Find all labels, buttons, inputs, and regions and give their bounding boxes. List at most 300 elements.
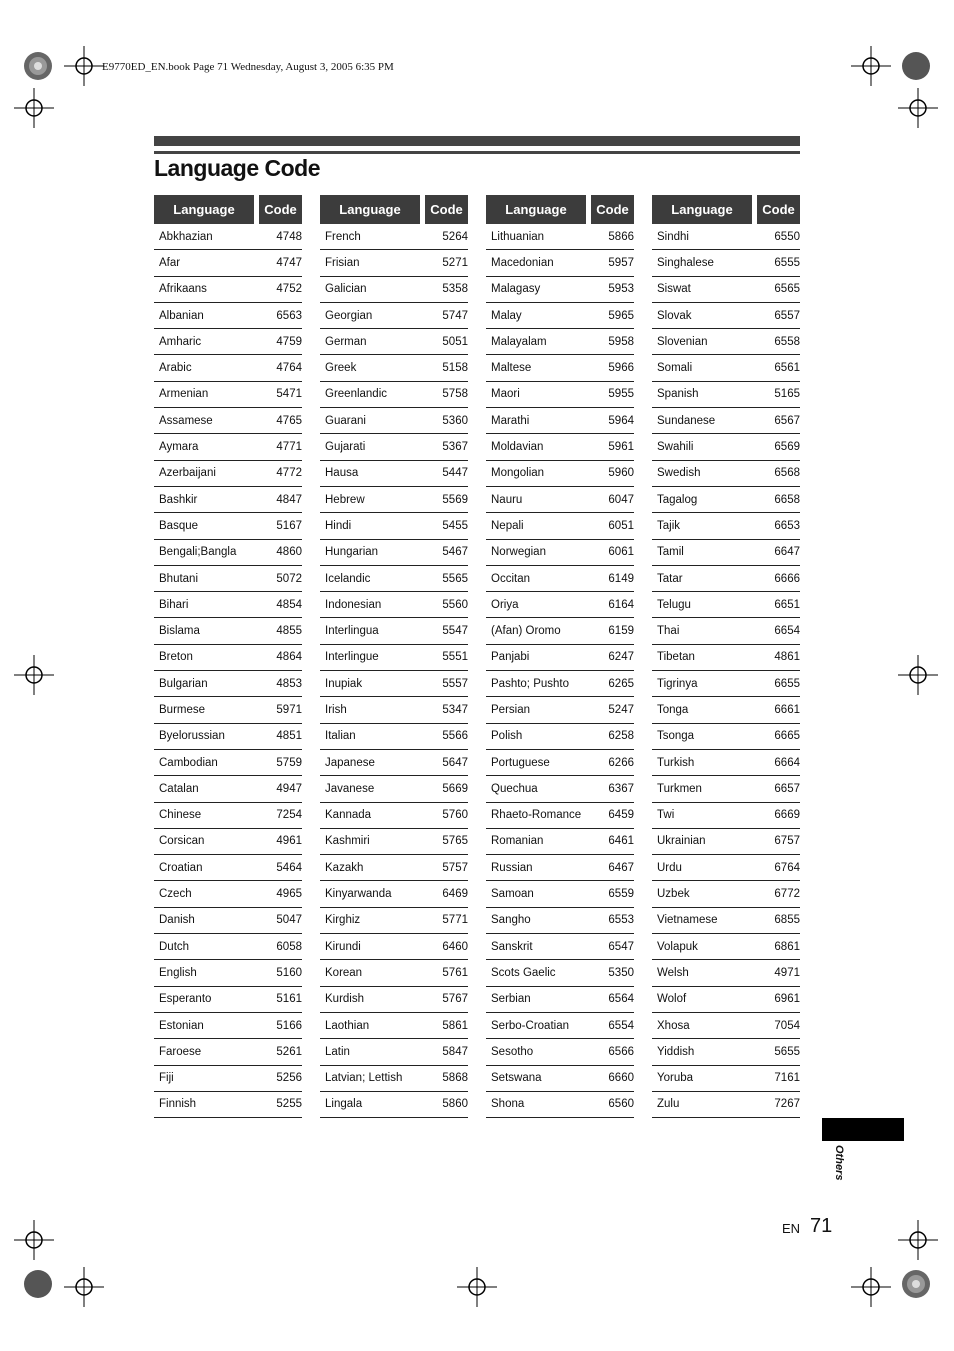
language-code: 7054: [774, 1019, 800, 1032]
language-code: 7161: [774, 1072, 800, 1085]
language-name: Danish: [159, 914, 195, 927]
language-code: 6266: [608, 756, 634, 769]
table-row: [154, 1066, 302, 1092]
language-code: 5358: [442, 283, 468, 296]
language-code: 5760: [442, 809, 468, 822]
table-row: [652, 803, 800, 829]
table-row: [154, 566, 302, 592]
table-row: [486, 934, 634, 960]
language-code: 5965: [608, 309, 634, 322]
table-row: [154, 829, 302, 855]
language-name: Irish: [325, 703, 347, 716]
crosshair-icon: [14, 88, 54, 128]
language-name: Hungarian: [325, 546, 379, 559]
table-row: [154, 960, 302, 986]
language-code: 6547: [608, 940, 634, 953]
table-row: [154, 224, 302, 250]
language-code: 5158: [442, 362, 468, 375]
table-header: [320, 195, 468, 224]
table-row: [486, 513, 634, 539]
language-code: 6247: [608, 651, 634, 664]
table-row: [320, 277, 468, 303]
table-row: [486, 829, 634, 855]
section-tab: [822, 1118, 904, 1141]
language-name: Armenian: [159, 388, 209, 401]
table-row: [320, 697, 468, 723]
language-code: 5866: [608, 230, 634, 243]
language-name: Rhaeto-Romance: [491, 809, 582, 822]
table-row: [320, 908, 468, 934]
language-name: Malayalam: [491, 335, 547, 348]
table-row: [486, 1092, 634, 1118]
table-row: [154, 908, 302, 934]
language-code: 5367: [442, 441, 468, 454]
language-code: 4771: [276, 441, 302, 454]
language-code: 5958: [608, 335, 634, 348]
language-name: Zulu: [657, 1098, 680, 1111]
language-name: Catalan: [159, 782, 199, 795]
language-code: 6164: [608, 598, 634, 611]
language-name: Yiddish: [657, 1045, 695, 1058]
language-name: Tamil: [657, 546, 684, 559]
language-code: 6469: [442, 888, 468, 901]
table-row: [486, 908, 634, 934]
language-name: Somali: [657, 362, 693, 375]
language-name: Kirghiz: [325, 914, 361, 927]
table-row: [154, 855, 302, 881]
language-name: Interlingue: [325, 651, 379, 664]
header-code: Code: [259, 195, 302, 224]
language-code: 5961: [608, 441, 634, 454]
language-code: 5166: [276, 1019, 302, 1032]
table-row: [320, 250, 468, 276]
table-row: [154, 618, 302, 644]
table-row: [320, 513, 468, 539]
table-row: [154, 881, 302, 907]
language-code: 5953: [608, 283, 634, 296]
language-table-3: [486, 195, 634, 1118]
table-header: [486, 195, 634, 224]
table-header: [652, 195, 800, 224]
language-name: Slovenian: [657, 335, 708, 348]
language-name: Siswat: [657, 283, 691, 296]
language-code: 6554: [608, 1019, 634, 1032]
table-row: [320, 1066, 468, 1092]
table-row: [154, 803, 302, 829]
table-row: [320, 671, 468, 697]
table-row: [320, 934, 468, 960]
table-row: [652, 960, 800, 986]
language-code: 5647: [442, 756, 468, 769]
language-code: 5847: [442, 1045, 468, 1058]
language-code: 4752: [276, 283, 302, 296]
registration-starburst-icon: [20, 48, 56, 84]
table-row: [486, 303, 634, 329]
language-code: 4853: [276, 677, 302, 690]
table-row: [320, 645, 468, 671]
language-name: Bihari: [159, 598, 189, 611]
table-row: [154, 1039, 302, 1065]
language-code: 5360: [442, 414, 468, 427]
language-code: 5868: [442, 1072, 468, 1085]
table-row: [652, 645, 800, 671]
table-row: [652, 461, 800, 487]
language-code: 6661: [774, 703, 800, 716]
language-name: Sesotho: [491, 1045, 534, 1058]
table-row: [486, 1039, 634, 1065]
language-code: 5161: [276, 993, 302, 1006]
language-name: Cambodian: [159, 756, 218, 769]
language-code: 6669: [774, 809, 800, 822]
language-name: Indonesian: [325, 598, 382, 611]
language-code: 5455: [442, 519, 468, 532]
table-row: [486, 566, 634, 592]
language-name: Icelandic: [325, 572, 371, 585]
language-name: Bulgarian: [159, 677, 208, 690]
language-name: Oriya: [491, 598, 519, 611]
crosshair-icon: [898, 655, 938, 695]
language-name: Welsh: [657, 966, 689, 979]
language-code: 5860: [442, 1098, 468, 1111]
language-code: 6467: [608, 861, 634, 874]
language-code: 6459: [608, 809, 634, 822]
crosshair-icon: [898, 88, 938, 128]
table-row: [154, 513, 302, 539]
language-code: 6651: [774, 598, 800, 611]
language-table-4: [652, 195, 800, 1118]
language-name: Arabic: [159, 362, 192, 375]
language-name: Afrikaans: [159, 283, 207, 296]
header-language: Language: [320, 195, 420, 224]
table-row: [486, 618, 634, 644]
crosshair-icon: [851, 1267, 891, 1307]
table-row: [154, 1092, 302, 1118]
language-name: Hindi: [325, 519, 352, 532]
table-row: [320, 960, 468, 986]
language-name: Lingala: [325, 1098, 363, 1111]
table-row: [652, 1092, 800, 1118]
table-row: [154, 382, 302, 408]
table-row: [486, 329, 634, 355]
crosshair-icon: [14, 655, 54, 695]
language-name: Sanskrit: [491, 940, 533, 953]
language-code: 5761: [442, 966, 468, 979]
section-label: Others: [833, 1145, 845, 1181]
crosshair-icon: [64, 1267, 104, 1307]
table-row: [486, 1066, 634, 1092]
language-name: Nauru: [491, 493, 523, 506]
language-code: 6861: [774, 940, 800, 953]
language-code: 6647: [774, 546, 800, 559]
language-name: Breton: [159, 651, 193, 664]
table-header: [154, 195, 302, 224]
language-name: Byelorussian: [159, 730, 225, 743]
language-code: 4965: [276, 888, 302, 901]
language-code: 5167: [276, 519, 302, 532]
table-row: [154, 434, 302, 460]
table-row: [486, 592, 634, 618]
language-name: Malagasy: [491, 283, 541, 296]
language-name: Quechua: [491, 782, 538, 795]
table-row: [652, 487, 800, 513]
language-name: Romanian: [491, 835, 544, 848]
language-code: 5072: [276, 572, 302, 585]
language-name: Shona: [491, 1098, 525, 1111]
language-name: Laothian: [325, 1019, 370, 1032]
title-rule-thin: [154, 151, 800, 154]
header-code: Code: [757, 195, 800, 224]
title-rule-thick: [154, 136, 800, 146]
language-name: Burmese: [159, 703, 206, 716]
table-row: [486, 645, 634, 671]
language-code: 4864: [276, 651, 302, 664]
table-row: [320, 750, 468, 776]
language-name: Thai: [657, 625, 680, 638]
language-code: 5565: [442, 572, 468, 585]
language-name: English: [159, 966, 197, 979]
language-code: 5747: [442, 309, 468, 322]
table-row: [154, 697, 302, 723]
table-row: [320, 1013, 468, 1039]
header-code: Code: [591, 195, 634, 224]
language-code: 4947: [276, 782, 302, 795]
language-code: 5758: [442, 388, 468, 401]
language-code: 5256: [276, 1072, 302, 1085]
language-name: Lithuanian: [491, 230, 545, 243]
language-name: Faroese: [159, 1045, 202, 1058]
table-row: [652, 829, 800, 855]
language-code: 4759: [276, 335, 302, 348]
language-name: Tonga: [657, 703, 689, 716]
language-code: 6563: [276, 309, 302, 322]
print-header: E9770ED_EN.book Page 71 Wednesday, August 3, 2005 6:35 PM: [102, 61, 394, 73]
language-code: 4764: [276, 362, 302, 375]
language-name: Croatian: [159, 861, 203, 874]
table-row: [652, 250, 800, 276]
table-row: [486, 987, 634, 1013]
table-row: [154, 329, 302, 355]
language-name: Latvian; Lettish: [325, 1072, 403, 1085]
language-name: Fiji: [159, 1072, 174, 1085]
language-code: 5551: [442, 651, 468, 664]
language-name: Italian: [325, 730, 356, 743]
language-code: 6772: [774, 888, 800, 901]
table-row: [652, 855, 800, 881]
language-code: 6553: [608, 914, 634, 927]
language-name: Telugu: [657, 598, 691, 611]
language-name: Panjabi: [491, 651, 530, 664]
language-code: 4772: [276, 467, 302, 480]
language-name: Assamese: [159, 414, 213, 427]
language-code: 6561: [774, 362, 800, 375]
table-row: [486, 408, 634, 434]
table-row: [486, 434, 634, 460]
language-name: Xhosa: [657, 1019, 690, 1032]
table-row: [154, 461, 302, 487]
language-code: 6159: [608, 625, 634, 638]
language-name: Kashmiri: [325, 835, 370, 848]
language-code: 5861: [442, 1019, 468, 1032]
language-code: 4851: [276, 730, 302, 743]
table-row: [652, 987, 800, 1013]
language-code: 5255: [276, 1098, 302, 1111]
table-row: [320, 224, 468, 250]
table-row: [154, 487, 302, 513]
table-row: [652, 303, 800, 329]
table-row: [486, 960, 634, 986]
language-code: 7254: [276, 809, 302, 822]
language-name: Scots Gaelic: [491, 966, 556, 979]
table-row: [320, 382, 468, 408]
table-row: [486, 776, 634, 802]
language-code: 5971: [276, 703, 302, 716]
table-row: [652, 671, 800, 697]
table-row: [652, 355, 800, 381]
table-row: [652, 513, 800, 539]
table-row: [486, 881, 634, 907]
crosshair-icon: [898, 1220, 938, 1260]
language-name: Albanian: [159, 309, 204, 322]
language-name: Aymara: [159, 441, 199, 454]
language-name: Bhutani: [159, 572, 199, 585]
language-name: (Afan) Oromo: [491, 625, 561, 638]
language-code: 4971: [774, 966, 800, 979]
language-name: Tagalog: [657, 493, 698, 506]
language-name: Hausa: [325, 467, 359, 480]
language-name: Setswana: [491, 1072, 542, 1085]
language-name: Nepali: [491, 519, 524, 532]
table-row: [486, 803, 634, 829]
language-name: Esperanto: [159, 993, 212, 1006]
language-code: 6061: [608, 546, 634, 559]
language-code: 5964: [608, 414, 634, 427]
language-name: Kinyarwanda: [325, 888, 392, 901]
table-row: [652, 224, 800, 250]
language-code: 6460: [442, 940, 468, 953]
table-row: [320, 355, 468, 381]
language-name: Malay: [491, 309, 522, 322]
language-code: 6550: [774, 230, 800, 243]
language-code: 5566: [442, 730, 468, 743]
crosshair-icon: [64, 46, 104, 86]
table-row: [320, 566, 468, 592]
table-row: [320, 829, 468, 855]
table-row: [320, 540, 468, 566]
language-code: 5557: [442, 677, 468, 690]
table-row: [320, 618, 468, 644]
language-name: French: [325, 230, 361, 243]
language-code: 7267: [774, 1098, 800, 1111]
crosshair-icon: [457, 1267, 497, 1307]
language-code: 4961: [276, 835, 302, 848]
language-name: Javanese: [325, 782, 375, 795]
language-code: 6657: [774, 782, 800, 795]
language-name: Bashkir: [159, 493, 198, 506]
language-code: 6660: [608, 1072, 634, 1085]
language-name: Greek: [325, 362, 357, 375]
table-row: [320, 408, 468, 434]
language-code: 5757: [442, 861, 468, 874]
language-code: 6367: [608, 782, 634, 795]
table-row: [320, 803, 468, 829]
language-code: 6058: [276, 940, 302, 953]
table-row: [154, 724, 302, 750]
table-row: [486, 382, 634, 408]
language-name: Tigrinya: [657, 677, 698, 690]
language-name: Korean: [325, 966, 363, 979]
language-name: Kannada: [325, 809, 372, 822]
header-code: Code: [425, 195, 468, 224]
table-row: [486, 487, 634, 513]
language-code: 5264: [442, 230, 468, 243]
page-number: 71: [810, 1215, 833, 1237]
language-name: Greenlandic: [325, 388, 388, 401]
language-name: Gujarati: [325, 441, 366, 454]
language-name: Swahili: [657, 441, 694, 454]
language-code: 5759: [276, 756, 302, 769]
language-code: 5047: [276, 914, 302, 927]
language-name: Turkmen: [657, 782, 702, 795]
language-code: 5771: [442, 914, 468, 927]
language-name: Galician: [325, 283, 367, 296]
language-name: Russian: [491, 861, 533, 874]
language-name: Ukrainian: [657, 835, 706, 848]
language-name: Vietnamese: [657, 914, 718, 927]
table-row: [486, 1013, 634, 1039]
language-code: 5569: [442, 493, 468, 506]
language-code: 5347: [442, 703, 468, 716]
table-row: [652, 697, 800, 723]
table-row: [320, 461, 468, 487]
language-code: 6149: [608, 572, 634, 585]
language-code: 6564: [608, 993, 634, 1006]
language-code: 4860: [276, 546, 302, 559]
language-name: Slovak: [657, 309, 692, 322]
table-row: [652, 329, 800, 355]
table-row: [486, 697, 634, 723]
language-name: Turkish: [657, 756, 695, 769]
language-name: Amharic: [159, 335, 202, 348]
crosshair-icon: [851, 46, 891, 86]
table-row: [154, 277, 302, 303]
table-row: [320, 434, 468, 460]
language-name: Serbo-Croatian: [491, 1019, 569, 1032]
table-row: [652, 724, 800, 750]
table-row: [320, 776, 468, 802]
language-name: Tatar: [657, 572, 683, 585]
language-code: 5960: [608, 467, 634, 480]
table-row: [154, 671, 302, 697]
table-row: [486, 250, 634, 276]
language-code: 5966: [608, 362, 634, 375]
language-name: Macedonian: [491, 256, 554, 269]
language-code: 6258: [608, 730, 634, 743]
language-table-1: [154, 195, 302, 1118]
table-row: [154, 250, 302, 276]
table-row: [320, 487, 468, 513]
table-row: [652, 908, 800, 934]
table-row: [652, 566, 800, 592]
table-row: [154, 645, 302, 671]
language-name: Azerbaijani: [159, 467, 216, 480]
table-row: [652, 277, 800, 303]
table-row: [486, 224, 634, 250]
table-row: [486, 355, 634, 381]
language-code: 6757: [774, 835, 800, 848]
language-code: 6664: [774, 756, 800, 769]
table-row: [652, 382, 800, 408]
language-code: 5247: [608, 703, 634, 716]
